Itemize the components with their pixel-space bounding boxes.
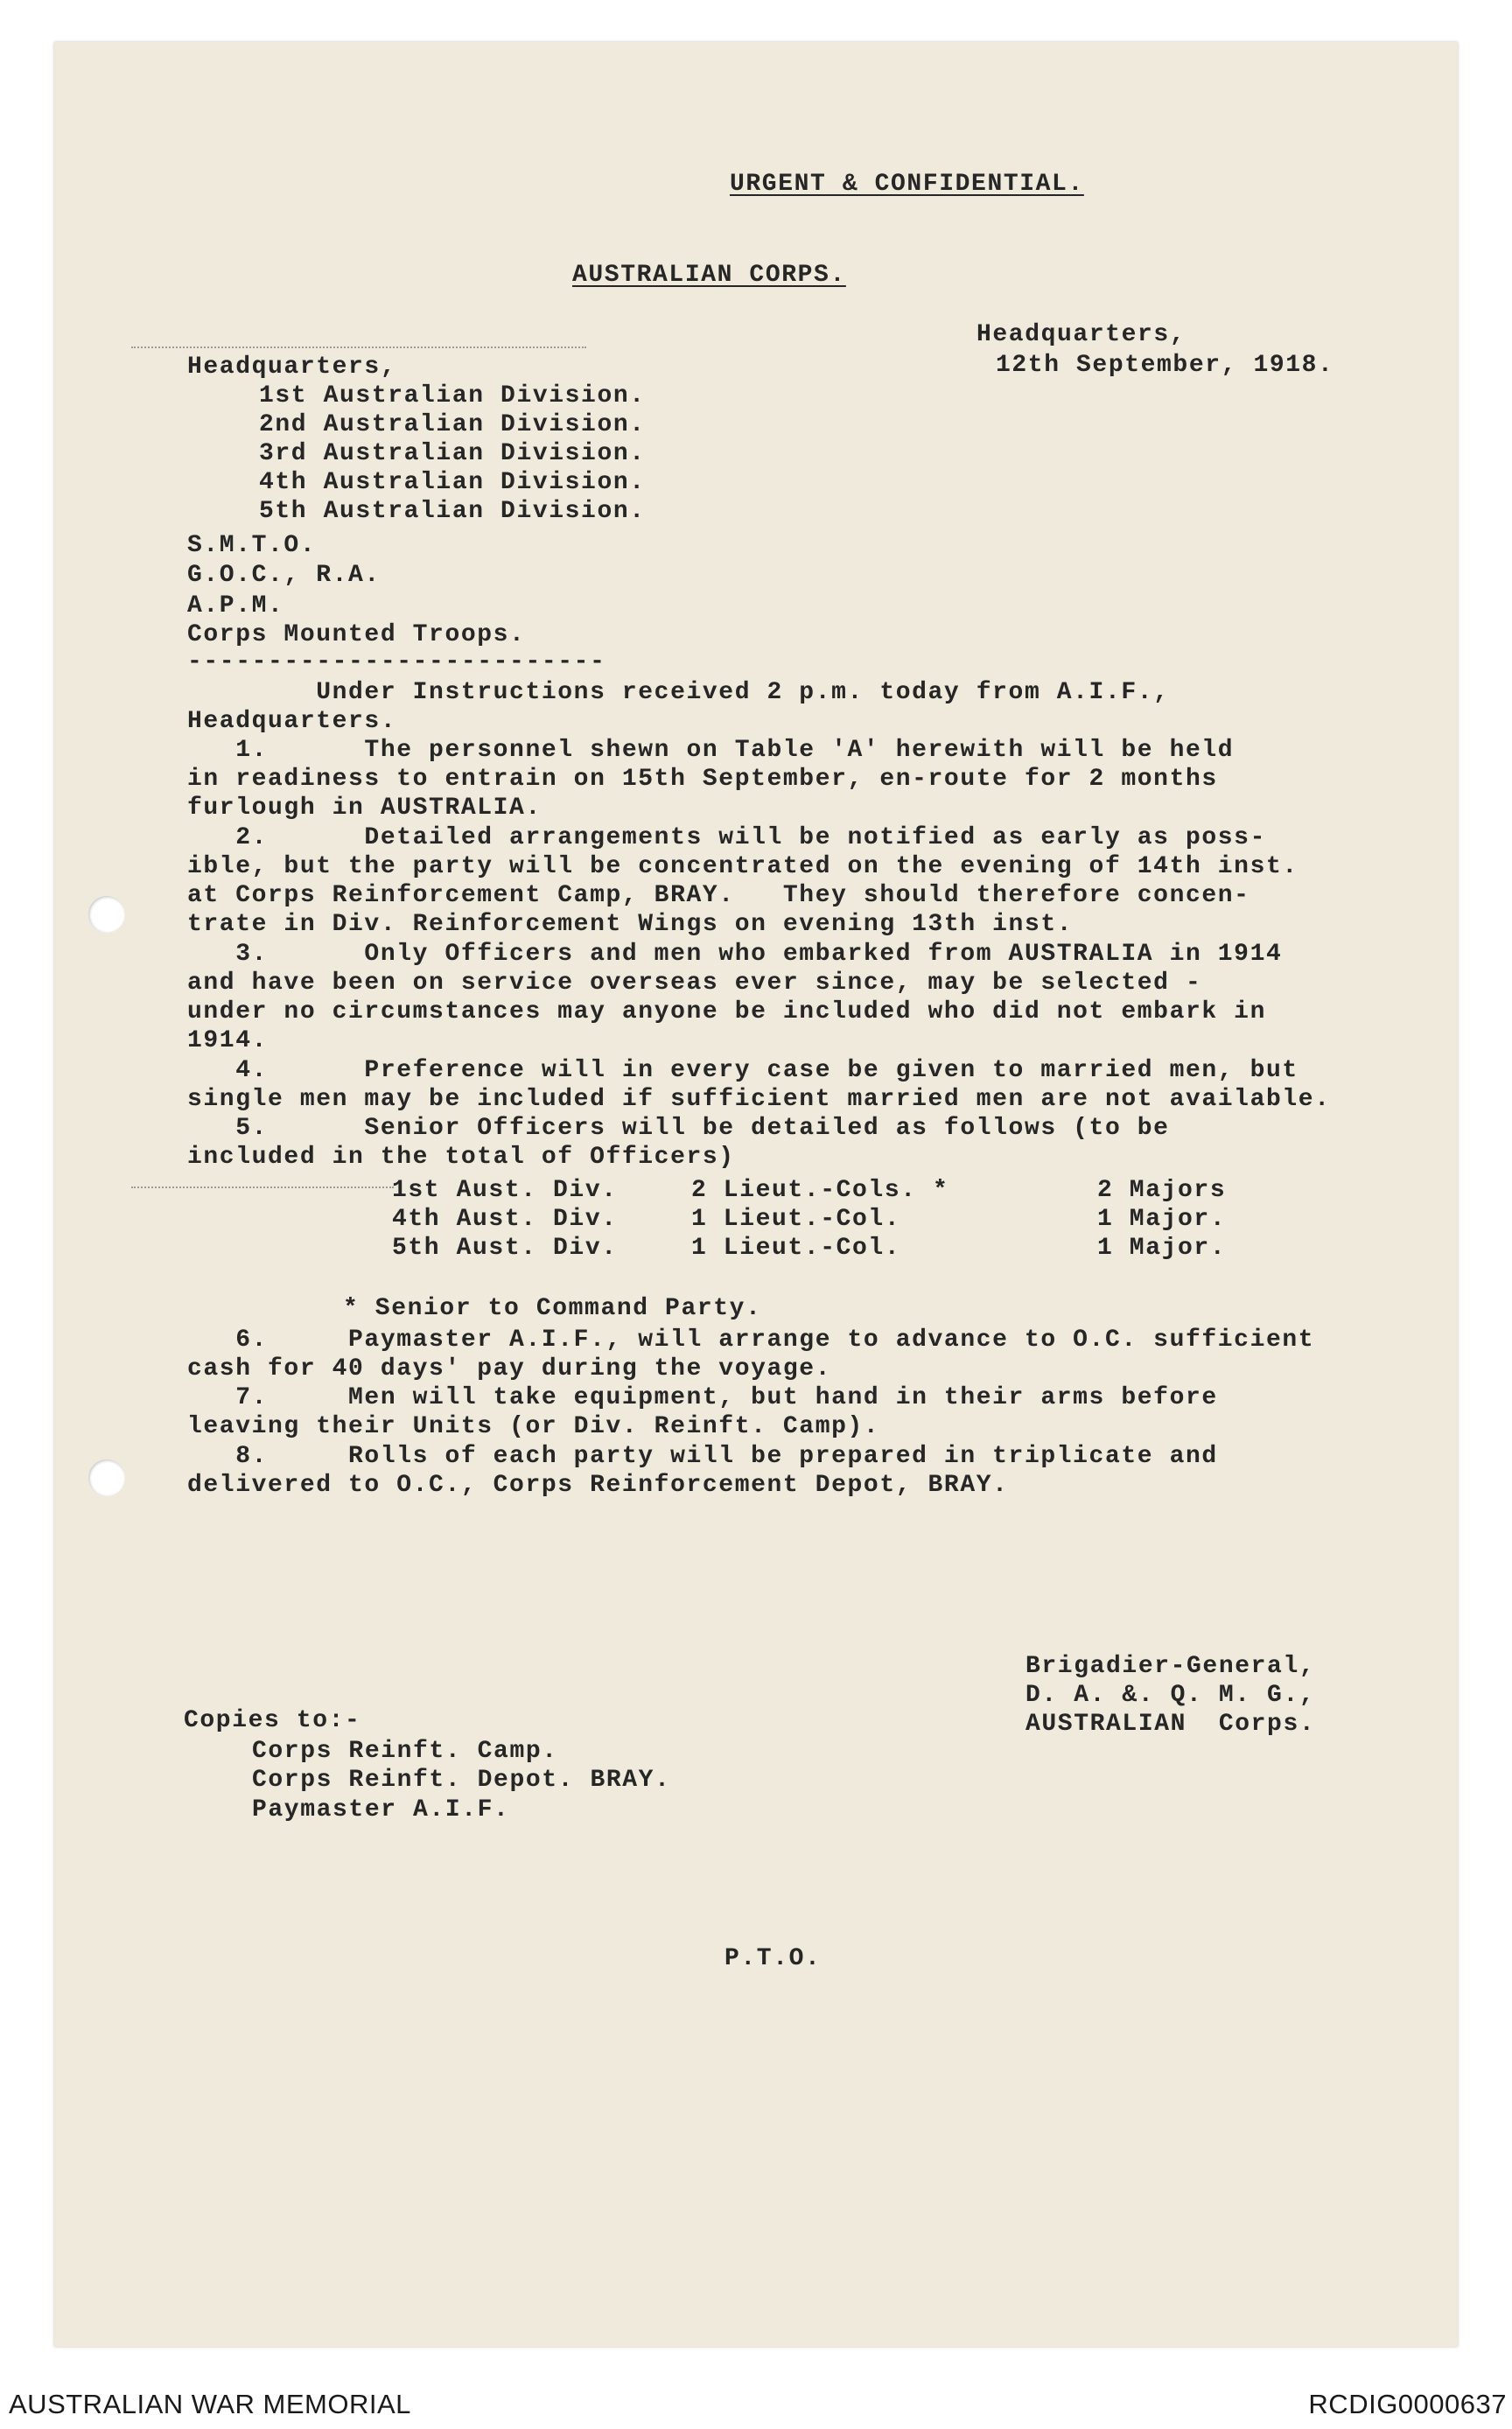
addressee-4: 4th Australian Division.	[259, 469, 646, 496]
copies-heading: Copies to:-	[184, 1707, 361, 1734]
hq-line: Headquarters,	[976, 321, 1186, 348]
body-line-13: 4. Preference will in every case be given to married men, but	[187, 1057, 1298, 1084]
body2-line-4: 8. Rolls of each party will be prepared in triplicate and	[187, 1443, 1218, 1470]
table-row-majors: 2 Majors	[1097, 1177, 1227, 1204]
footnote: * Senior to Command Party.	[343, 1295, 762, 1322]
body2-line-0: 6. Paymaster A.I.F., will arrange to advance to O.C. sufficient	[187, 1326, 1315, 1354]
body2-line-1: cash for 40 days' pay during the voyage.	[187, 1355, 832, 1382]
body-line-0: Under Instructions received 2 p.m. today from A.I.F.,	[187, 679, 1170, 706]
body-line-12: 1914.	[187, 1027, 269, 1054]
addressee-7: G.O.C., R.A.	[187, 562, 381, 589]
dotted-rule-table	[131, 1186, 394, 1188]
table-row-cols: 1 Lieut.-Col.	[691, 1235, 901, 1262]
addressee-6: S.M.T.O.	[187, 532, 317, 559]
body-line-4: furlough in AUSTRALIA.	[187, 794, 542, 822]
body-line-8: trate in Div. Reinforcement Wings on evening 13th inst.	[187, 911, 1074, 938]
addressee-9: Corps Mounted Troops.	[187, 621, 526, 648]
body-line-5: 2. Detailed arrangements will be notified as early as poss-	[187, 824, 1266, 851]
copies-item: Paymaster A.I.F.	[252, 1796, 510, 1824]
punch-hole-top	[88, 896, 125, 933]
signature-line-0: Brigadier-General,	[1026, 1653, 1316, 1680]
body-line-3: in readiness to entrain on 15th September, en-route for 2 months	[187, 766, 1218, 793]
document-date: 12th September, 1918.	[996, 352, 1334, 379]
copies-item: Corps Reinft. Depot. BRAY.	[252, 1767, 671, 1794]
body-line-14: single men may be included if sufficient married men are not available.	[187, 1086, 1331, 1113]
corps-title: AUSTRALIAN CORPS.	[572, 262, 846, 289]
table-row-cols: 1 Lieut.-Col.	[691, 1206, 901, 1233]
body-line-16: included in the total of Officers)	[187, 1144, 735, 1171]
punch-hole-bottom	[88, 1460, 125, 1496]
body-line-15: 5. Senior Officers will be detailed as follows (to be	[187, 1115, 1170, 1142]
table-row-div: 5th Aust. Div.	[392, 1235, 618, 1262]
table-row-div: 1st Aust. Div.	[392, 1177, 618, 1204]
copies-item: Corps Reinft. Camp.	[252, 1738, 558, 1765]
body-line-6: ible, but the party will be concentrated on the evening of 14th inst.	[187, 853, 1298, 880]
document-heading: URGENT & CONFIDENTIAL.	[730, 171, 1084, 198]
body-line-7: at Corps Reinforcement Camp, BRAY. They should therefore concen-	[187, 882, 1250, 909]
addressee-3: 3rd Australian Division.	[259, 440, 646, 467]
body2-line-3: leaving their Units (or Div. Reinft. Camp).	[187, 1413, 880, 1440]
body-line-2: 1. The personnel shewn on Table 'A' herewith will be held	[187, 737, 1235, 764]
body-line-1: Headquarters.	[187, 708, 397, 735]
table-row-div: 4th Aust. Div.	[392, 1206, 618, 1233]
addressee-2: 2nd Australian Division.	[259, 411, 646, 438]
body2-line-2: 7. Men will take equipment, but hand in their arms before	[187, 1384, 1218, 1411]
addressee-5: 5th Australian Division.	[259, 498, 646, 525]
addressee-separator: --------------------------	[187, 648, 606, 676]
addressee-8: A.P.M.	[187, 592, 284, 620]
table-row-cols: 2 Lieut.-Cols. *	[691, 1177, 949, 1204]
body2-line-5: delivered to O.C., Corps Reinforcement Depot, BRAY.	[187, 1472, 1009, 1499]
table-row-majors: 1 Major.	[1097, 1206, 1227, 1233]
signature-line-2: AUSTRALIAN Corps.	[1026, 1711, 1316, 1738]
footer-institution: AUSTRALIAN WAR MEMORIAL	[9, 2389, 411, 2419]
dotted-rule-top	[131, 346, 586, 348]
table-row-majors: 1 Major.	[1097, 1235, 1227, 1262]
body-line-11: under no circumstances may anyone be included who did not embark in	[187, 998, 1266, 1026]
body-line-9: 3. Only Officers and men who embarked from AUSTRALIA in 1914	[187, 941, 1283, 968]
footer-record-id: RCDIG0000637	[1308, 2389, 1507, 2419]
pto-mark: P.T.O.	[724, 1945, 822, 1972]
body-line-10: and have been on service overseas ever since, may be selected -	[187, 970, 1202, 997]
addressee-1: 1st Australian Division.	[259, 382, 646, 410]
addressee-0: Headquarters,	[187, 354, 397, 381]
signature-line-1: D. A. &. Q. M. G.,	[1026, 1682, 1316, 1709]
